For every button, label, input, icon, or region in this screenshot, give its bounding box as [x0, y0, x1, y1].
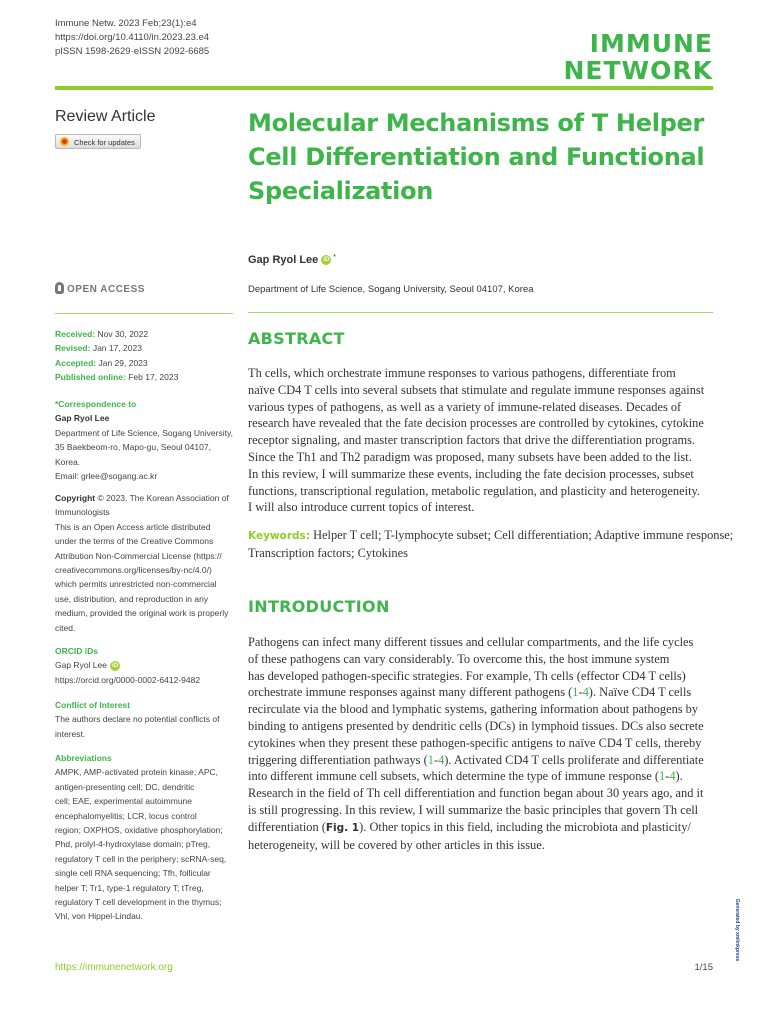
abstract-heading: ABSTRACT: [248, 329, 345, 348]
generated-by-label: Generated by xmlinkpress: [734, 898, 740, 962]
text-segment: Research in the field of Th cell differentiation and function began about 30 years ago, and it: [248, 786, 704, 801]
abbreviation-line: regulatory T cell development in the thymus;: [55, 897, 222, 908]
article-type: Review Article: [55, 108, 156, 125]
conflict-block: [55, 698, 235, 741]
citation-link[interactable]: 4: [669, 769, 676, 784]
abbreviation-line: single cell RNA sequencing; Tfh, follicular: [55, 868, 211, 879]
open-lock-icon: [55, 282, 64, 294]
paragraph-line: [248, 668, 718, 685]
orcid-icon[interactable]: iD: [323, 257, 330, 264]
footer-url[interactable]: https://immunenetwork.org: [55, 962, 173, 973]
text-segment: heterogeneity, will be covered by other articles in this issue.: [248, 837, 545, 852]
paragraph-line: [248, 802, 718, 819]
conflict-text: The authors declare no potential conflicts of: [55, 714, 220, 725]
copyright-line: Immunologists: [55, 507, 110, 518]
copyright-block: [55, 491, 235, 635]
text-segment: orchestrate immune responses against many different pathogens (: [248, 685, 573, 700]
page-number: 1/15: [694, 962, 713, 973]
copyright-line: under the terms of the Creative Commons: [55, 536, 214, 547]
copyright-label: Copyright: [55, 493, 96, 503]
text-segment: Pathogens can infect many different tissues and cellular compartments, and the life cycles: [248, 635, 694, 649]
copyright-line: creativecommons.org/licenses/by-nc/4.0/): [55, 565, 212, 576]
orcid-heading: ORCID iDs: [55, 646, 98, 656]
copyright-line: Attribution Non-Commercial License (https://: [55, 550, 222, 561]
text-segment: ).: [675, 769, 683, 784]
conflict-heading: Conflict of Interest: [55, 700, 131, 710]
author-name[interactable]: Gap Ryol Lee: [248, 254, 319, 266]
text-segment: into different immune cell subsets, which determine the type of immune response (: [248, 769, 659, 784]
text-segment: ). Naïve CD4 T cells: [588, 685, 692, 700]
paragraph-line: [248, 819, 718, 837]
text-segment: -: [665, 769, 670, 784]
paragraph-line: [248, 701, 718, 718]
open-access-badge: [55, 282, 145, 295]
citation-link[interactable]: 1: [658, 769, 666, 784]
paragraph-line: [248, 837, 718, 854]
paragraph-line: [248, 684, 718, 701]
figure-link[interactable]: Fig. 1: [325, 821, 360, 834]
title-line: Specialization: [248, 177, 434, 205]
abstract-text: [248, 365, 718, 516]
article-title: [248, 106, 718, 208]
issn: pISSN 1598-2629·eISSN 2092-6685: [55, 46, 210, 57]
paragraph-line: [248, 768, 718, 785]
abstract-line: receptor signaling, and master transcription factors that drive the differentiation programs.: [248, 433, 696, 448]
abstract-line: In this review, I will summarize these events, including the fate decision processes, subset: [248, 466, 694, 481]
orcid-name: Gap Ryol Lee: [55, 660, 107, 671]
text-segment: ). Activated CD4 T cells proliferate and differentiate: [444, 752, 704, 767]
text-segment: cytokines when they present these pathogen-specific antigens to naïve CD4 T cells, thereby: [248, 735, 702, 750]
abstract-line: naïve CD4 T cells into several subsets that stimulate and regulate immune responses against: [248, 382, 705, 397]
copyright-line: cited.: [55, 622, 76, 633]
paragraph-line: [248, 785, 718, 802]
copyright-text: © 2023. The Korean Association of: [95, 493, 229, 503]
abbreviation-line: encephalomyelitis; LCR, locus control: [55, 810, 197, 821]
conflict-text: interest.: [55, 728, 86, 739]
orcid-icon[interactable]: iD: [111, 663, 118, 670]
orcid-block: [55, 644, 235, 687]
abbreviations-block: [55, 751, 235, 924]
check-updates-label: Check for updates: [74, 138, 135, 147]
date-revised: Revised: Jan 17, 2023: [55, 343, 142, 354]
sidebar-divider: [55, 313, 233, 314]
abbreviation-line: regulatory T cell in the periphery; scRNA-seq,: [55, 853, 227, 864]
text-segment: differentiation (: [248, 819, 326, 834]
date-received: Received: Nov 30, 2022: [55, 329, 149, 339]
affiliation: Department of Life Science, Sogang University, Seoul 04107, Korea: [248, 284, 534, 295]
keywords-text: Transcription factors; Cytokines: [248, 545, 408, 560]
doi-link[interactable]: https://doi.org/10.4110/in.2023.23.e4: [55, 32, 210, 43]
text-segment: triggering differentiation pathways (: [248, 752, 428, 767]
abstract-line: functions, transcriptional regulation, metabolic regulation, and plasticity and heterogeneity.: [248, 483, 701, 498]
correspondence-heading: *Correspondence to: [55, 399, 137, 409]
orcid-link[interactable]: https://orcid.org/0000-0002-6412-9482: [55, 674, 201, 685]
abbreviation-line: Vhl, von Hippel-Lindau.: [55, 911, 143, 922]
email[interactable]: Email: grlee@sogang.ac.kr: [55, 471, 158, 482]
abbreviation-line: region; OXPHOS, oxidative phosphorylation;: [55, 825, 223, 836]
abbreviation-line: antigen-presenting cell; DC, dendritic: [55, 781, 195, 792]
text-segment: ). Other topics in this field, including the microbiota and plasticity/: [359, 819, 691, 834]
abbreviation-line: cell; EAE, experimental autoimmune: [55, 796, 193, 807]
correspondence-name: Gap Ryol Lee: [55, 413, 110, 424]
abstract-line: various types of pathogens, as well as a variety of immune-related diseases. Decades of: [248, 399, 682, 414]
citation-link[interactable]: 1: [427, 752, 434, 767]
paragraph-line: [248, 634, 718, 651]
abbreviations-heading: Abbreviations: [55, 753, 112, 763]
journal-meta: [55, 17, 209, 59]
keywords-text: Helper T cell; T-lymphocyte subset; Cell differentiation; Adaptive immune response;: [309, 528, 734, 542]
logo-line-2: NETWORK: [563, 56, 713, 85]
abstract-line: research have revealed that the fate decision processes are controlled by cytokines, cytokine: [248, 416, 704, 431]
text-segment: -: [578, 685, 583, 700]
correspondence-mark: *: [333, 254, 337, 261]
abstract-line: Since the Th1 and Th2 paradigm was proposed, many subsets have been added to the list.: [248, 449, 692, 464]
author-line: [248, 254, 336, 266]
paragraph-line: [248, 735, 718, 752]
paragraph-line: [248, 651, 718, 668]
crossmark-icon: [60, 137, 69, 146]
text-segment: has developed pathogen-specific strategies. For example, Th cells (effector CD4 T cells): [248, 668, 686, 683]
check-for-updates-button[interactable]: [55, 134, 141, 149]
address-line: Department of Life Science, Sogang University,: [55, 427, 233, 438]
title-line: Cell Differentiation and Functional: [248, 143, 705, 171]
abstract-line: I will also introduce current topics of interest.: [248, 500, 475, 515]
citation: Immune Netw. 2023 Feb;23(1):e4: [55, 18, 197, 29]
copyright-line: which permits unrestricted non-commercial: [55, 579, 217, 590]
abbreviation-line: Phd, prolyl-4-hydroxylase domain; pTreg,: [55, 839, 211, 850]
date-accepted: Accepted: Jan 29, 2023: [55, 357, 148, 368]
address-line: Korea.: [55, 456, 81, 467]
citation-link[interactable]: 1: [572, 685, 579, 700]
paragraph-line: [248, 752, 718, 769]
address-line: 35 Baekbeom-ro, Mapo-gu, Seoul 04107,: [55, 442, 211, 453]
date-published: Published online: Feb 17, 2023: [55, 372, 179, 383]
title-line: Molecular Mechanisms of T Helper: [248, 109, 705, 137]
citation-link[interactable]: 4: [438, 752, 445, 767]
text-segment: of these pathogens can vary considerably. To overcome this, the host immune system: [248, 651, 670, 666]
header-divider: [55, 86, 713, 90]
paragraph-line: [248, 718, 718, 735]
dates-block: [55, 327, 235, 385]
copyright-line: use, distribution, and reproduction in any: [55, 593, 209, 604]
abbreviation-line: AMPK, AMP-activated protein kinase; APC,: [55, 767, 218, 778]
copyright-line: This is an Open Access article distributed: [55, 521, 211, 532]
abstract-line: Th cells, which orchestrate immune responses to various pathogens, differentiate from: [248, 366, 676, 380]
text-segment: binding to antigens presented by dendritic cells (DCs) in lymphoid tissues. DCs also secrete: [248, 718, 704, 733]
abbreviation-line: helper T; Tr1, type-1 regulatory T; tTreg,: [55, 882, 204, 893]
logo-line-1: IMMUNE: [589, 29, 713, 58]
keywords: [248, 527, 734, 562]
main-divider: [248, 312, 713, 313]
text-segment: recirculate via the blood and lymphatic systems, gathering information about pathogens by: [248, 702, 699, 717]
open-access-label: OPEN ACCESS: [67, 284, 145, 295]
text-segment: -: [433, 752, 439, 767]
journal-logo: [563, 30, 713, 84]
correspondence-block: [55, 397, 235, 483]
text-segment: is still progressing. In this review, I will summarize the basic principles that govern Th cell: [248, 802, 699, 817]
keywords-label: Keywords:: [248, 530, 310, 542]
copyright-line: medium, provided the original work is properly: [55, 608, 229, 619]
generator-mark: [733, 880, 741, 980]
citation-link[interactable]: 4: [582, 685, 589, 700]
introduction-text: [248, 634, 718, 853]
introduction-heading: INTRODUCTION: [248, 597, 390, 616]
